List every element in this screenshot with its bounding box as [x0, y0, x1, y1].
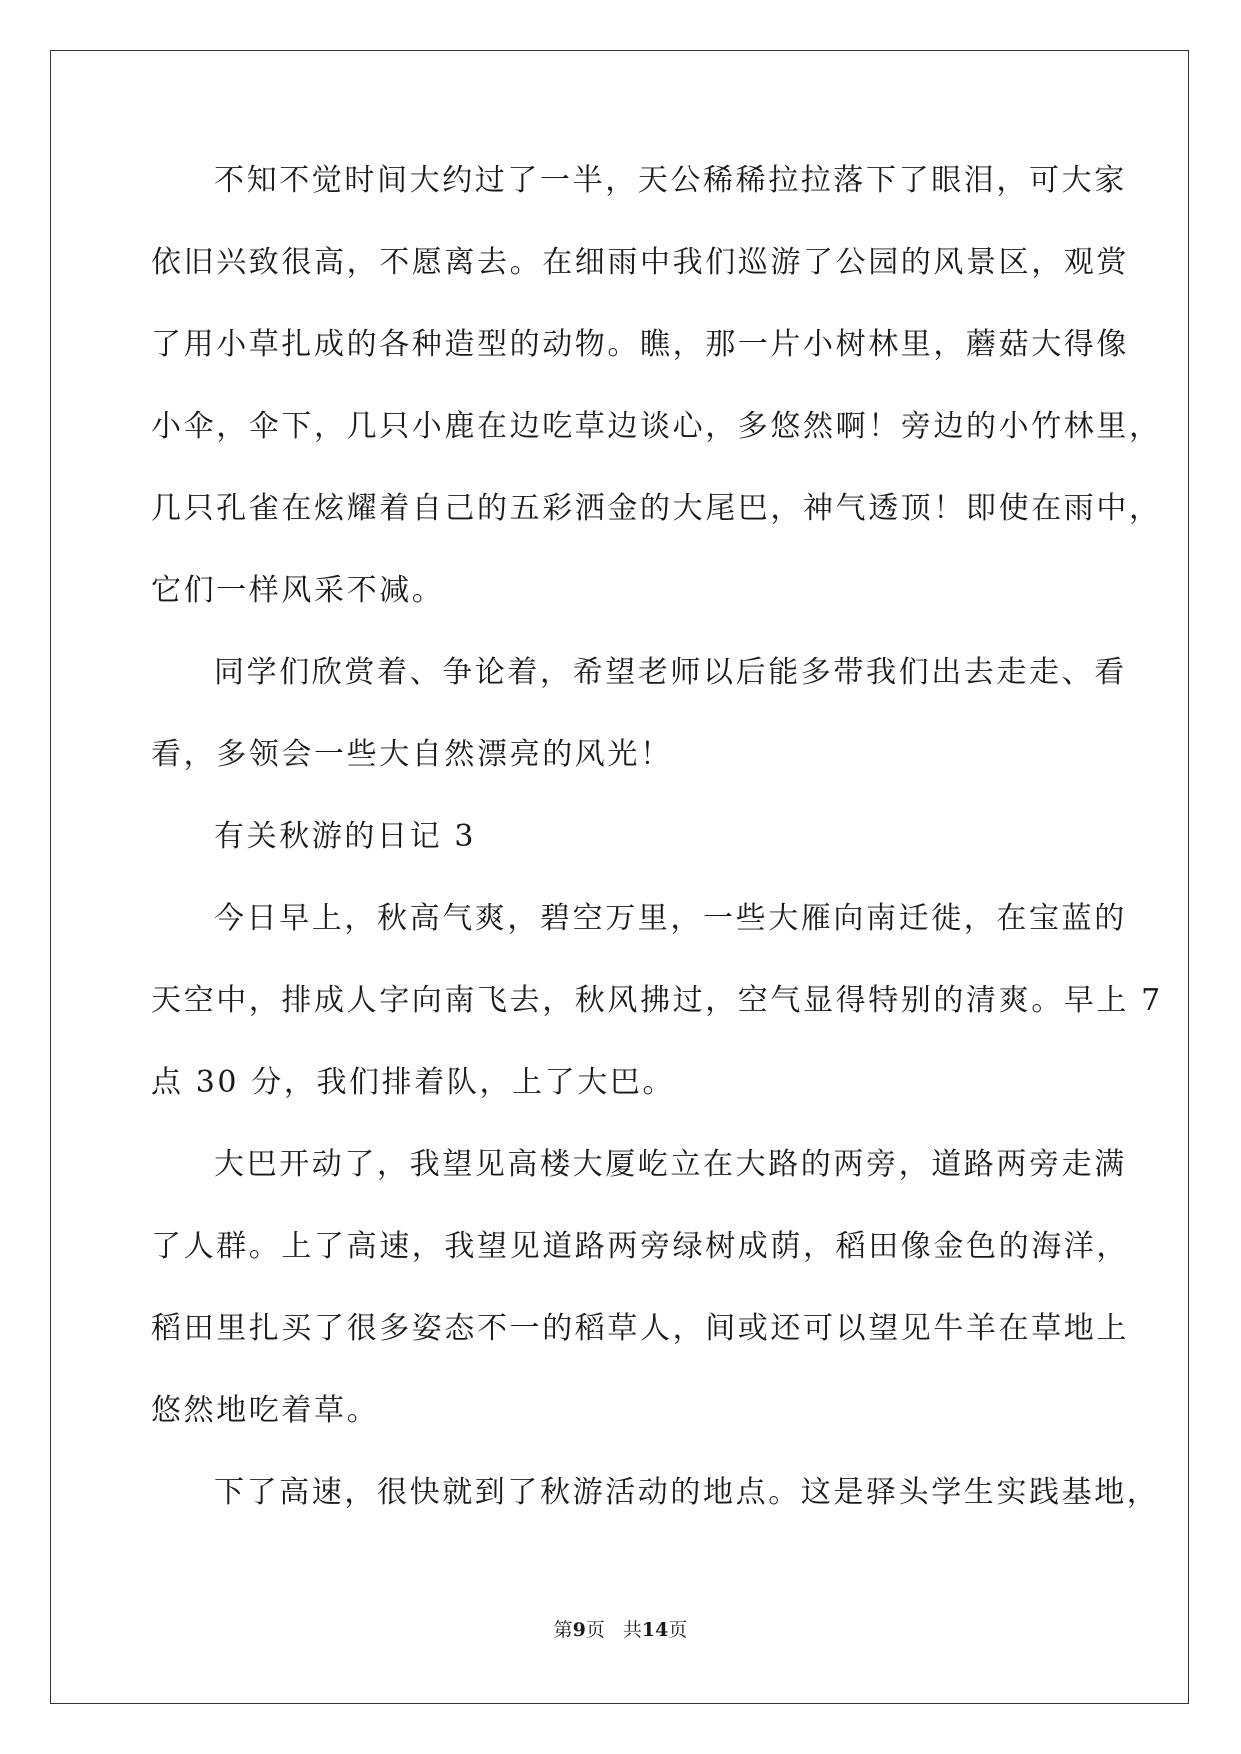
paragraph-line: 依旧兴致很高，不愿离去。在细雨中我们巡游了公园的风景区，观赏 — [151, 245, 1129, 280]
paragraph-line: 看，多领会一些大自然漂亮的风光！ — [151, 737, 673, 772]
section-heading: 有关秋游的日记 3 — [214, 819, 477, 854]
paragraph-line: 它们一样风采不减。 — [151, 573, 445, 608]
page-number-footer — [0, 1618, 1241, 1642]
paragraph-line: 稻田里扎买了很多姿态不一的稻草人，间或还可以望见牛羊在草地上 — [151, 1311, 1129, 1346]
paragraph-line: 小伞，伞下，几只小鹿在边吃草边谈心，多悠然啊！旁边的小竹林里， — [151, 409, 1162, 444]
paragraph-line: 了用小草扎成的各种造型的动物。瞧，那一片小树林里，蘑菇大得像 — [151, 327, 1129, 362]
paragraph-line: 点 30 分，我们排着队，上了大巴。 — [151, 1065, 676, 1100]
paragraph-line: 了人群。上了高速，我望见道路两旁绿树成荫，稻田像金色的海洋， — [151, 1229, 1129, 1264]
paragraph-line: 不知不觉时间大约过了一半，天公稀稀拉拉落下了眼泪，可大家 — [214, 163, 1127, 198]
document-body — [151, 160, 1163, 1554]
footer-prefix: 第 — [553, 1619, 573, 1641]
footer-total-prefix: 共 — [622, 1619, 642, 1641]
paragraph-line: 悠然地吃着草。 — [151, 1393, 380, 1428]
paragraph-line: 大巴开动了，我望见高楼大厦屹立在大路的两旁，道路两旁走满 — [214, 1147, 1127, 1182]
current-page-number: 9 — [572, 1619, 586, 1641]
paragraph-line: 下了高速，很快就到了秋游活动的地点。这是驿头学生实践基地， — [214, 1475, 1160, 1510]
paragraph-line: 几只孔雀在炫耀着自己的五彩洒金的大尾巴，神气透顶！即使在雨中， — [151, 491, 1162, 526]
paragraph-line: 同学们欣赏着、争论着，希望老师以后能多带我们出去走走、看 — [214, 655, 1127, 690]
footer-page-suffix: 页 — [585, 1619, 605, 1641]
footer-total-suffix: 页 — [668, 1619, 688, 1641]
paragraph-line: 今日早上，秋高气爽，碧空万里，一些大雁向南迁徙，在宝蓝的 — [214, 901, 1127, 936]
paragraph-line: 天空中，排成人字向南飞去，秋风拂过，空气显得特别的清爽。早上 7 — [151, 983, 1163, 1018]
total-pages-number: 14 — [641, 1619, 669, 1641]
